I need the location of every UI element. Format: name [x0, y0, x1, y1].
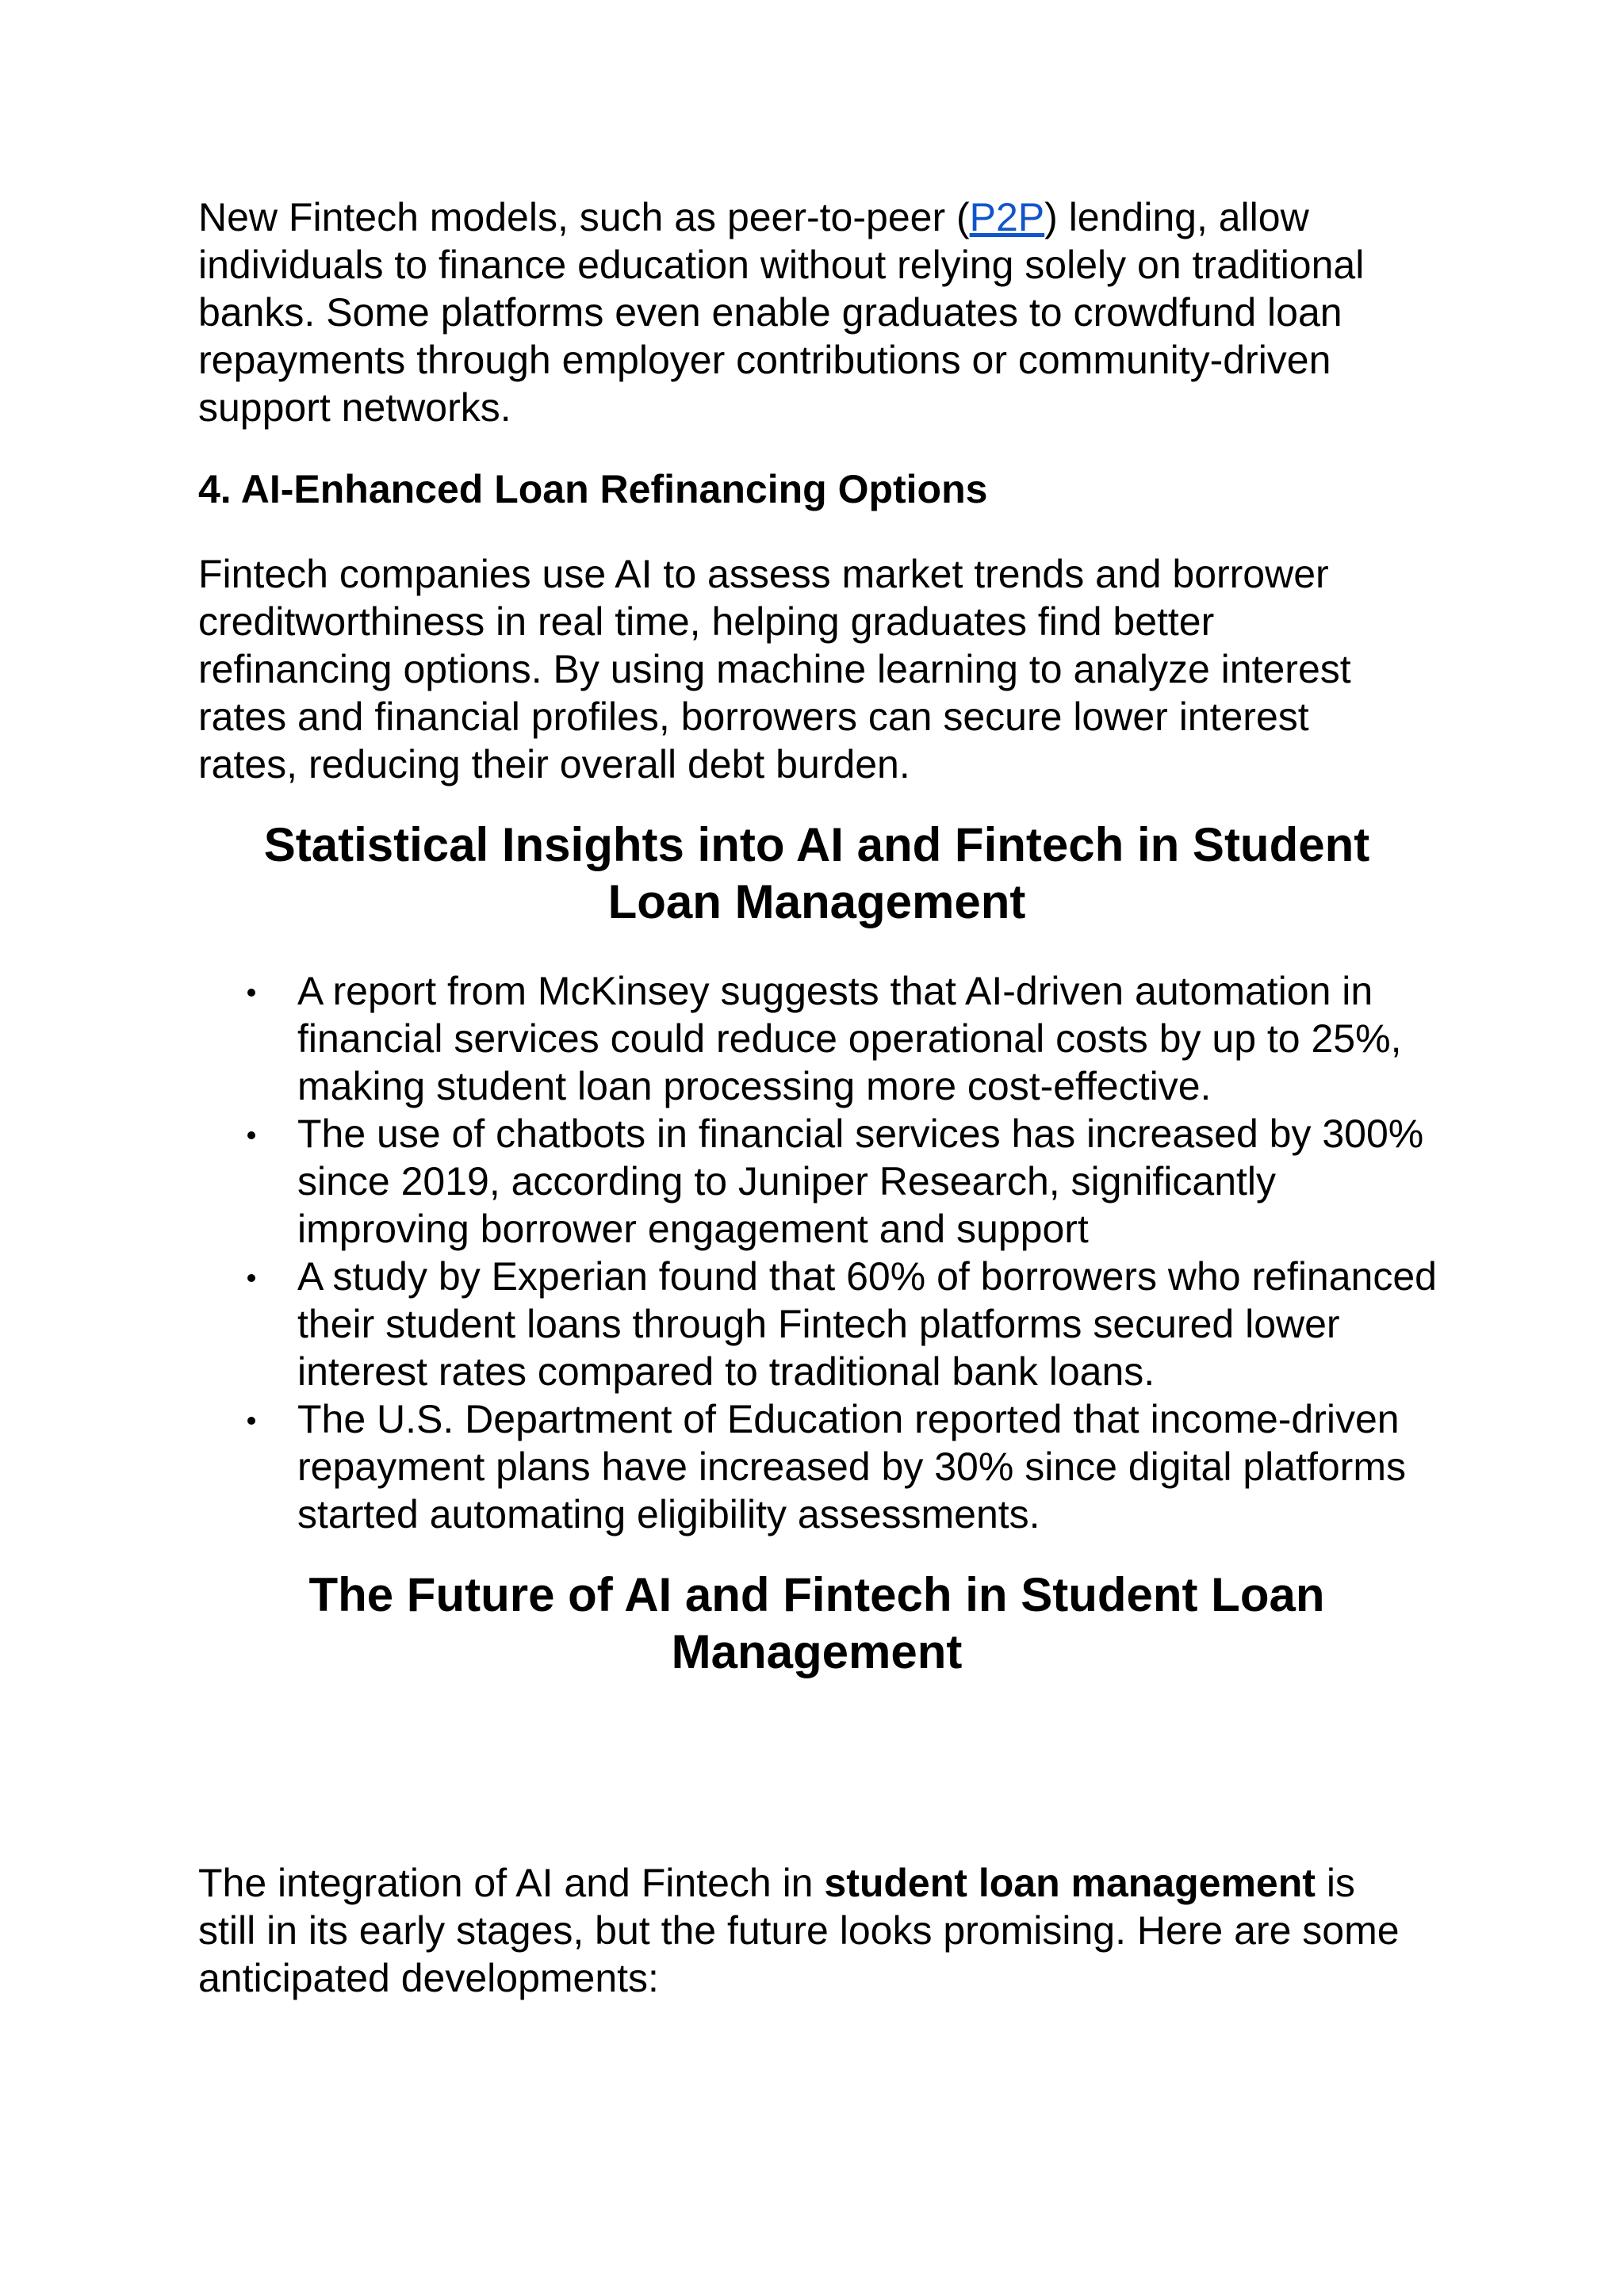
p2p-link[interactable]: P2P: [969, 195, 1045, 239]
statistics-heading: Statistical Insights into AI and Fintech in Student Loan Management: [263, 818, 1370, 928]
future-text-after-bold: is still in its early stages, but the future looks promising. Here are some anticipated developments:: [198, 1861, 1400, 2000]
bullet-icon: [247, 1131, 255, 1139]
bullet-icon: [247, 1417, 255, 1425]
document-page: [198, 193, 1435, 2002]
list-item: [198, 1253, 1451, 1395]
list-item-text: The use of chatbots in financial services has increased by 300% since 2019, according to Juniper Research, significantly improving borrower engagement and support: [297, 1112, 1424, 1251]
list-item: [198, 1110, 1451, 1253]
future-text-before-bold: The integration of AI and Fintech in: [198, 1861, 825, 1905]
list-item: [198, 1395, 1451, 1538]
bullet-icon: [247, 1274, 255, 1282]
statistics-list: [198, 967, 1451, 1538]
list-item-text: The U.S. Department of Education reported that income-driven repayment plans have increased by 30% since digital platforms started automating eligibility assessments.: [297, 1397, 1406, 1536]
list-item-text: A study by Experian found that 60% of borrowers who refinanced their student loans through Fintech platforms secured lower interest rates compared to traditional bank loans.: [297, 1254, 1437, 1394]
bullet-icon: [247, 989, 255, 997]
list-item: [198, 967, 1451, 1110]
section-4-heading: 4. AI-Enhanced Loan Refinancing Options: [198, 467, 988, 511]
future-paragraph: [198, 1859, 1419, 2002]
future-bold-phrase: student loan management: [824, 1861, 1316, 1905]
intro-paragraph: [198, 193, 1419, 431]
intro-text-after-link: ) lending, allow individuals to finance education without relying solely on traditional banks. Some platforms even enable graduates to crowdfund loan repayments through employer contributions or community-driven support networks.: [198, 195, 1365, 430]
list-item-text: A report from McKinsey suggests that AI-driven automation in financial services could reduce operational costs by up to 25%, making student loan processing more cost-effective.: [297, 969, 1402, 1108]
section-4-paragraph: Fintech companies use AI to assess market trends and borrower creditworthiness in real time, helping graduates find better refinancing options. By using machine learning to analyze interest rates and financial profiles, borrowers can secure lower interest rates, reducing their overall debt burden.: [198, 552, 1351, 786]
future-heading: The Future of AI and Fintech in Student Loan Management: [308, 1568, 1325, 1678]
intro-text-before-link: New Fintech models, such as peer-to-peer (: [198, 195, 970, 239]
